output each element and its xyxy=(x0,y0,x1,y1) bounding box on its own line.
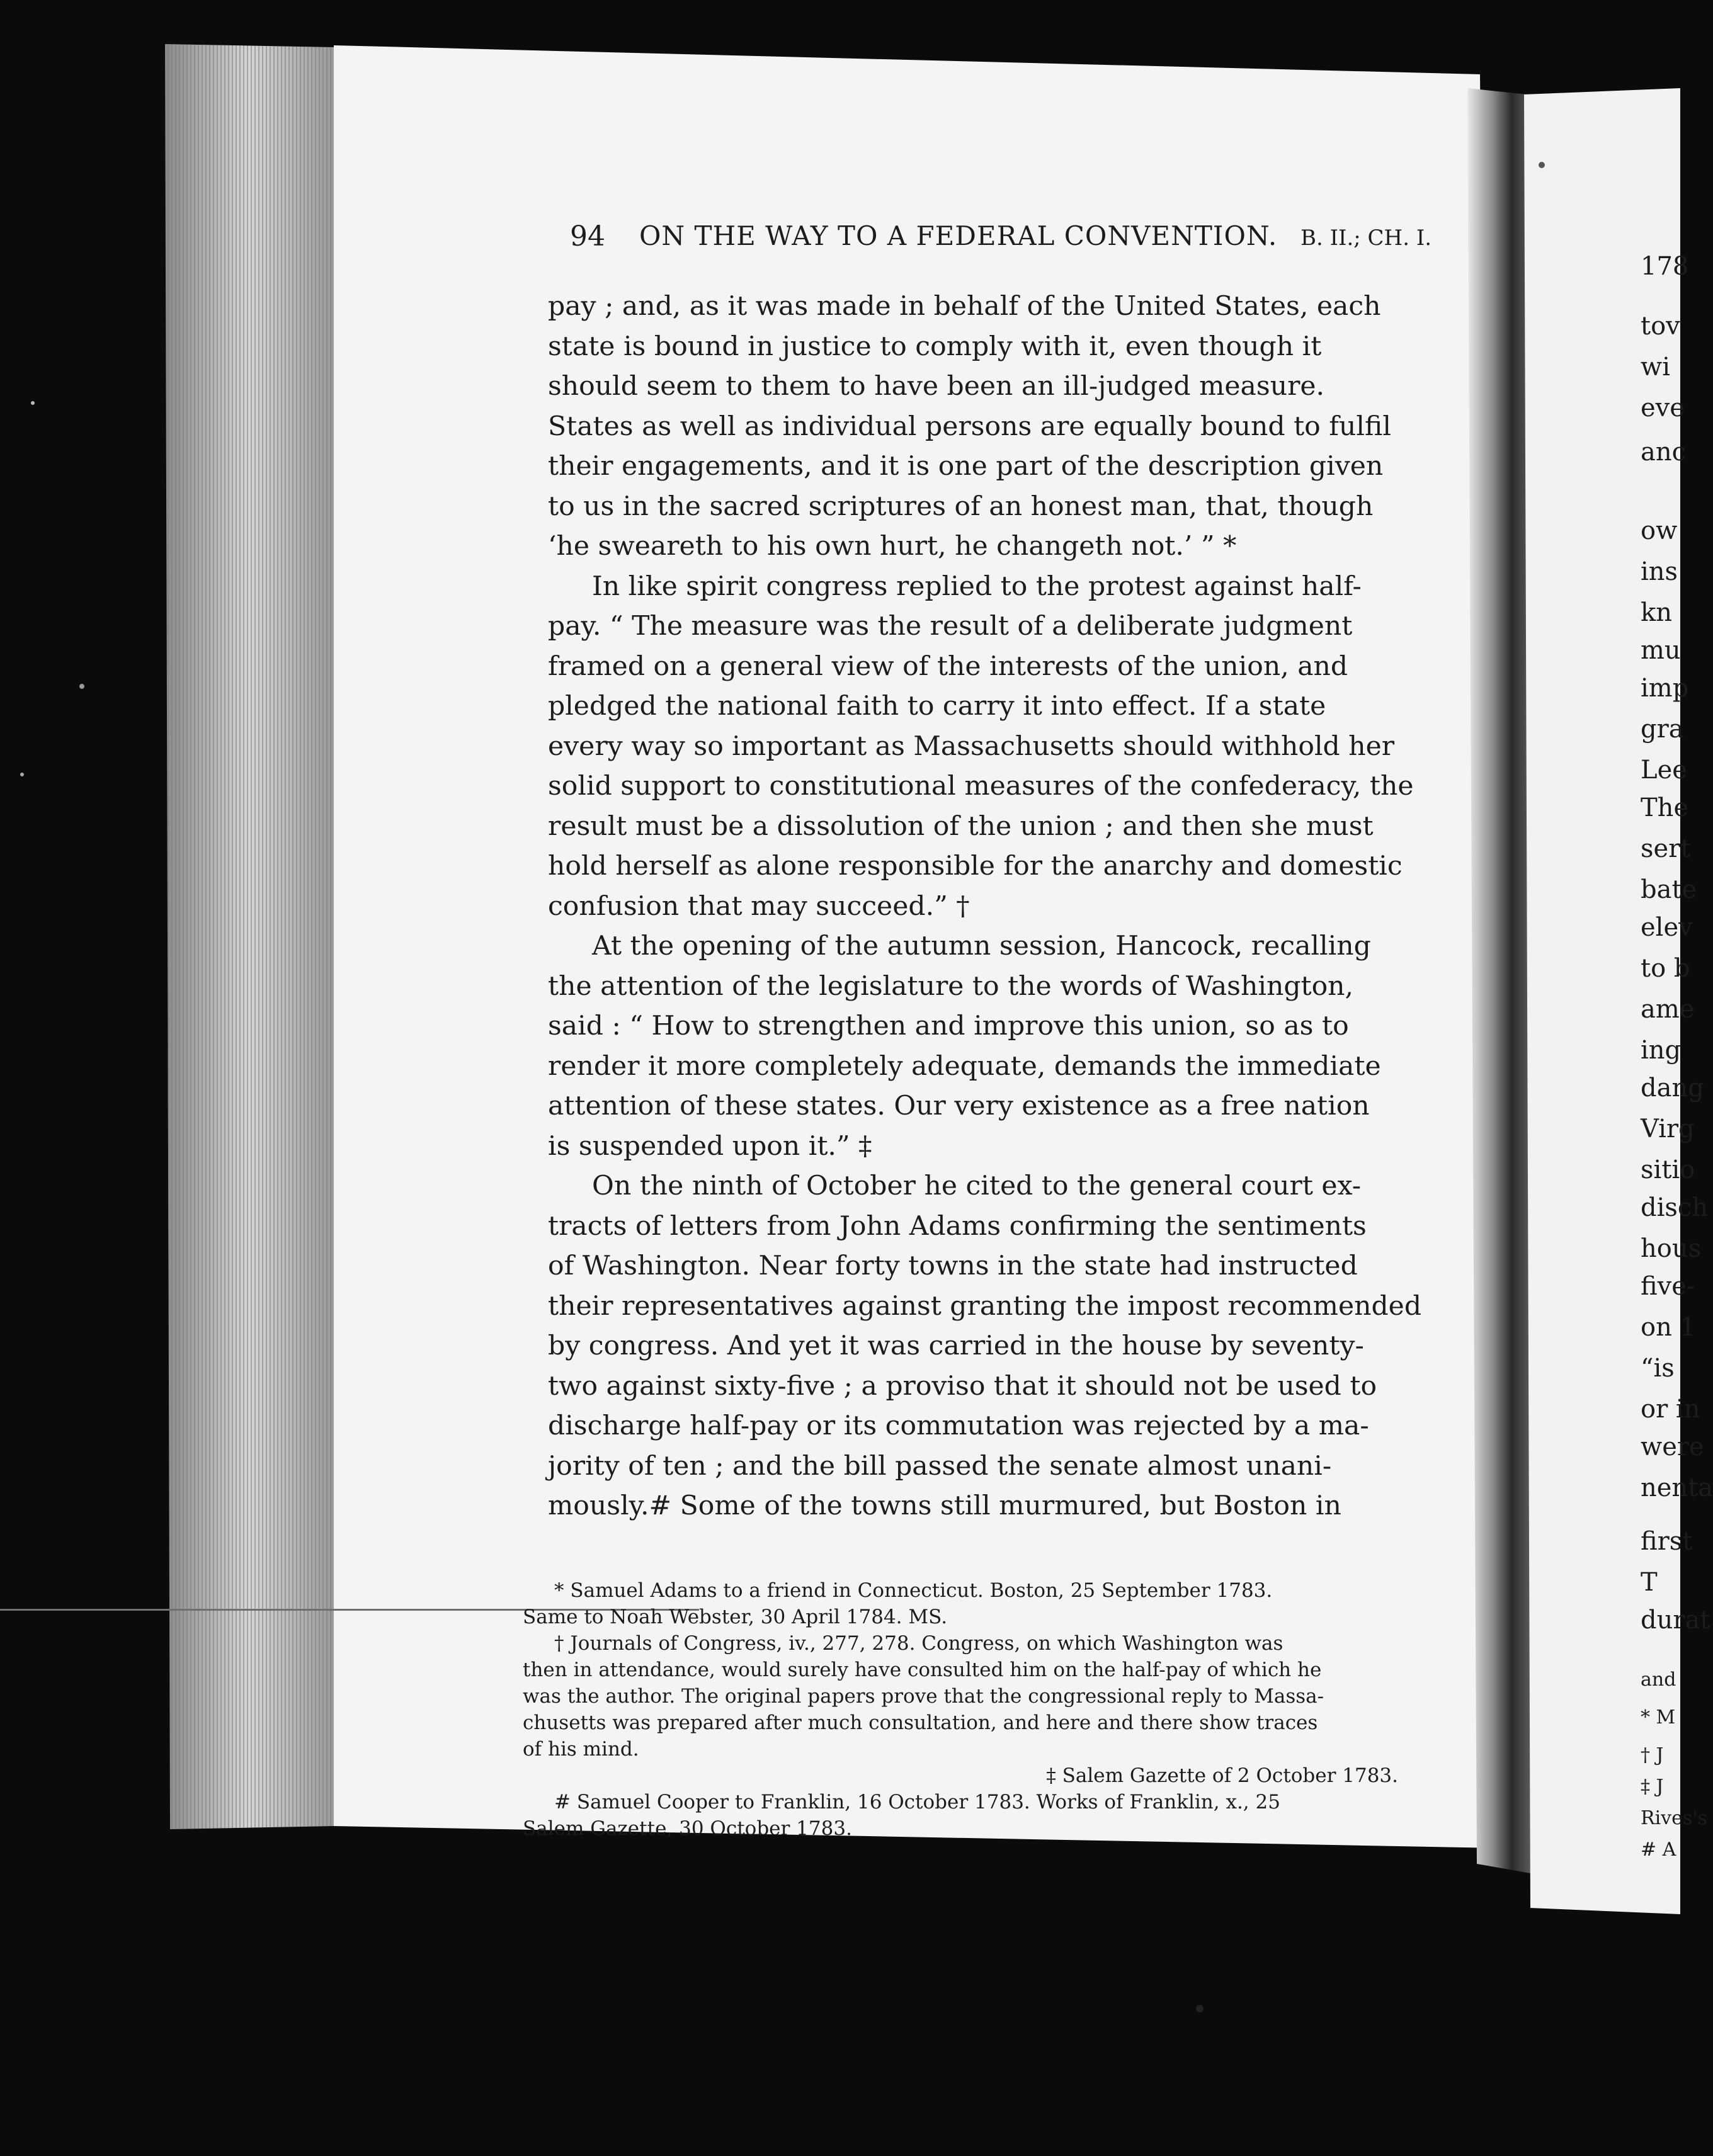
text-line: state is bound in justice to comply with it, even though it xyxy=(548,331,1322,362)
right-page-fragment-text: tov xyxy=(1641,312,1680,341)
footnote-line: was the author. The original papers prove that the congressional reply to Massa- xyxy=(523,1685,1324,1708)
right-page-fragment-text: ins xyxy=(1641,557,1678,586)
right-page-fragment-text: sitio xyxy=(1641,1155,1695,1184)
text-line: At the opening of the autumn session, Hancock, recalling xyxy=(592,931,1371,962)
text-line: their engagements, and it is one part of the description given xyxy=(548,451,1384,482)
footnote-line: Salem Gazette, 30 October 1783. xyxy=(523,1817,852,1840)
footnote-line: ‡ Salem Gazette of 2 October 1783. xyxy=(1046,1764,1398,1787)
text-line: tracts of letters from John Adams confirming the sentiments xyxy=(548,1210,1367,1242)
right-page-fragment-text: Lee xyxy=(1641,756,1687,785)
right-page-fragment-text: five- xyxy=(1641,1272,1695,1301)
right-page-fragment-text: 178 xyxy=(1641,252,1689,281)
text-line: result must be a dissolution of the union ; and then she must xyxy=(548,810,1374,842)
text-line: every way so important as Massachusetts should withhold her xyxy=(548,730,1395,762)
paragraph xyxy=(548,1166,1436,1526)
page-number: 94 xyxy=(570,220,605,252)
text-line: solid support to constitutional measures of the confederacy, the xyxy=(548,771,1414,802)
text-line: discharge half-pay or its commutation was rejected by a ma- xyxy=(548,1410,1369,1441)
running-header xyxy=(570,220,1439,271)
text-line: to us in the sacred scriptures of an honest man, that, though xyxy=(548,491,1374,522)
right-page-fragment-text: “is xyxy=(1641,1354,1675,1383)
text-line: said : “ How to strengthen and improve this union, so as to xyxy=(548,1011,1349,1041)
right-page-fragment-text: bate xyxy=(1641,875,1697,904)
text-line: their representatives against granting the impost recommended xyxy=(548,1290,1422,1322)
right-page-fragment-text: Rives's xyxy=(1641,1807,1707,1829)
right-page-fragment-text: and xyxy=(1641,1669,1676,1691)
right-page-fragment-text: disch xyxy=(1641,1193,1709,1222)
right-page-fragment-text: durat xyxy=(1641,1606,1710,1635)
right-page-fragment-text: or in xyxy=(1641,1395,1700,1424)
right-page-fragment-text: imp xyxy=(1641,674,1689,703)
footnote-line: # Samuel Cooper to Franklin, 16 October 1783. Works of Franklin, x., 25 xyxy=(554,1791,1280,1813)
right-page-fragment xyxy=(1641,239,1713,1889)
right-page-fragment-text: mu xyxy=(1641,636,1681,665)
right-page-fragment-text: T xyxy=(1641,1568,1658,1597)
text-line: should seem to them to have been an ill-judged measure. xyxy=(548,371,1325,402)
footnote xyxy=(523,1789,1398,1842)
text-line: two against sixty-five ; a proviso that it should not be used to xyxy=(548,1370,1377,1402)
right-page-fragment-text: * M xyxy=(1641,1706,1676,1728)
text-line: confusion that may succeed.” † xyxy=(548,890,970,922)
text-line: pledged the national faith to carry it into effect. If a state xyxy=(548,691,1326,722)
right-page-fragment-text: Virg xyxy=(1641,1115,1695,1143)
text-line: attention of these states. Our very existence as a free nation xyxy=(548,1091,1370,1121)
gutter-shadow xyxy=(1467,88,1530,1873)
right-page-fragment-text: elev xyxy=(1641,913,1693,942)
text-line: pay. “ The measure was the result of a deliberate judgment xyxy=(548,611,1353,642)
right-page-fragment-text: ow xyxy=(1641,516,1678,545)
right-page-fragment-text: first xyxy=(1641,1527,1693,1556)
text-line: hold herself as alone responsible for the anarchy and domestic xyxy=(548,851,1403,882)
right-page-fragment-text: anc xyxy=(1641,438,1687,467)
right-page-fragment-text: wi xyxy=(1641,353,1671,382)
right-page-fragment-text: ame xyxy=(1641,995,1695,1024)
footnote-line: then in attendance, would surely have consulted him on the half-pay of which he xyxy=(523,1659,1322,1681)
paragraph xyxy=(548,567,1436,927)
right-page-fragment-text: # A xyxy=(1641,1839,1676,1861)
text-line: by congress. And yet it was carried in the house by seventy- xyxy=(548,1330,1364,1361)
right-page-fragment-text: eve xyxy=(1641,394,1685,423)
text-line: of Washington. Near forty towns in the state had instructed xyxy=(548,1251,1358,1281)
text-line: pay ; and, as it was made in behalf of the United States, each xyxy=(548,291,1381,322)
paragraph xyxy=(548,287,1436,567)
footnotes xyxy=(523,1577,1398,1842)
footnote-line: * Samuel Adams to a friend in Connecticut. Boston, 25 September 1783. xyxy=(554,1579,1273,1602)
main-text xyxy=(548,287,1436,1526)
section-reference: B. II.; CH. I. xyxy=(1300,225,1432,251)
text-line: the attention of the legislature to the words of Washington, xyxy=(548,970,1354,1002)
right-page-fragment-text: ‡ J xyxy=(1641,1776,1664,1798)
right-page-fragment-text: were xyxy=(1641,1433,1704,1461)
text-line: In like spirit congress replied to the protest against half- xyxy=(592,570,1362,602)
text-line: is suspended upon it.” ‡ xyxy=(548,1130,872,1162)
footnote-line: chusetts was prepared after much consultation, and here and there show traces xyxy=(523,1711,1318,1734)
text-line: framed on a general view of the interests of the union, and xyxy=(548,650,1348,682)
text-line: ‘he sweareth to his own hurt, he changeth not.’ ” * xyxy=(548,531,1237,562)
footnote-line: of his mind. xyxy=(523,1738,639,1761)
footnote xyxy=(523,1577,1398,1630)
text-line: render it more completely adequate, demands the immediate xyxy=(548,1050,1381,1082)
text-line: On the ninth of October he cited to the general court ex- xyxy=(592,1171,1362,1201)
right-page-fragment-text: † J xyxy=(1641,1744,1664,1766)
right-page-fragment-text: ing xyxy=(1641,1036,1682,1065)
right-page-fragment-text: hous xyxy=(1641,1234,1702,1263)
right-page-fragment-text: dang xyxy=(1641,1074,1704,1103)
right-page-fragment-text: kn xyxy=(1641,598,1672,627)
footnote-line: † Journals of Congress, iv., 277, 278. Congress, on which Washington was xyxy=(554,1632,1283,1655)
text-line: mously.# Some of the towns still murmured, but Boston in xyxy=(548,1490,1341,1521)
right-page-fragment-text: The xyxy=(1641,793,1689,822)
right-page-fragment-text: nenta xyxy=(1641,1473,1713,1502)
text-line: jority of ten ; and the bill passed the senate almost unani- xyxy=(548,1450,1332,1482)
right-page-fragment-text: gra xyxy=(1641,715,1684,744)
footnote-line: Same to Noah Webster, 30 April 1784. MS. xyxy=(523,1606,948,1628)
text-line: States as well as individual persons are equally bound to fulfil xyxy=(548,411,1391,442)
paragraph xyxy=(548,926,1436,1166)
right-page-fragment-text: sert xyxy=(1641,834,1691,863)
footnote xyxy=(523,1630,1398,1789)
running-title: ON THE WAY TO A FEDERAL CONVENTION. xyxy=(639,220,1278,251)
right-page-fragment-text: to b xyxy=(1641,954,1690,983)
right-page-fragment-text: on 1 xyxy=(1641,1313,1697,1342)
